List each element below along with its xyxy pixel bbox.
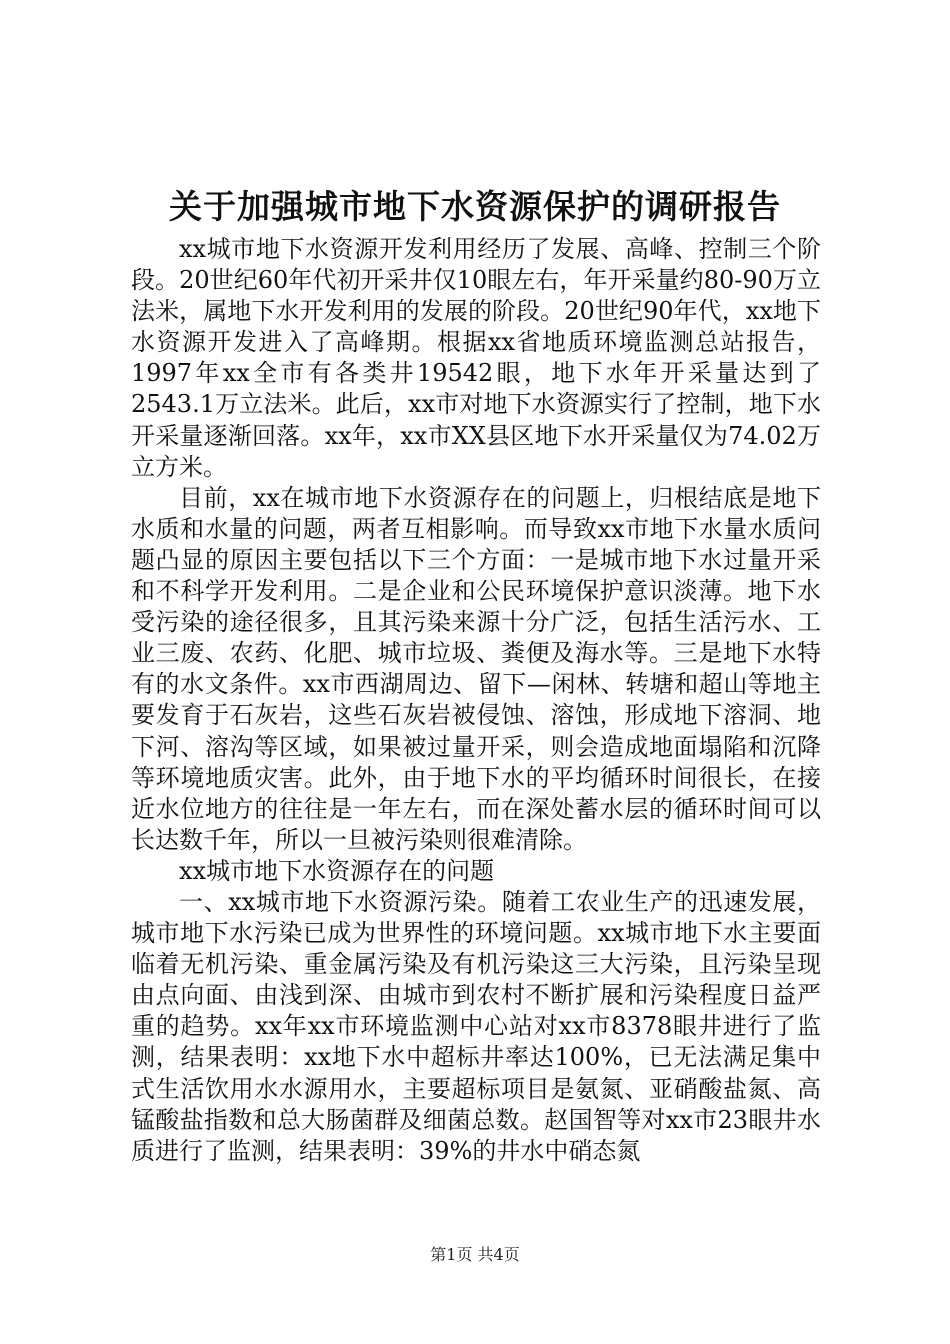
paragraph-pollution: 一、xx城市地下水资源污染。随着工农业生产的迅速发展，城市地下水污染已成为世界性的环境问题。xx城市地下水主要面临着无机污染、重金属污染及有机污染这三大污染，且污染呈现由点向面、由浅到深、由城市到农村不断扩展和污染程度日益严重的趋势。xx年xx市环境监测中心站对xx市8378眼井进行了监测，结果表明：xx地下水中超标井率达100%，已无法满足集中式生活饮用水水源用水，主要超标项目是氨氮、亚硝酸盐氮、高锰酸盐指数和总大肠菌群及细菌总数。赵国智等对xx市23眼井水质进行了监测，结果表明：39%的井水中硝态氮	[131, 887, 821, 1165]
section-heading: xx城市地下水资源存在的问题	[179, 856, 495, 885]
document-title: 关于加强城市地下水资源保护的调研报告	[169, 187, 781, 226]
paragraph-current-problems: 目前，xx在城市地下水资源存在的问题上，归根结底是地下水质和水量的问题，两者互相影响。而导致xx市地下水量水质问题凸显的原因主要包括以下三个方面：一是城市地下水过量开采和不科学开发利用。二是企业和公民环境保护意识淡薄。地下水受污染的途径很多，且其污染来源十分广泛，包括生活污水、工业三废、农药、化肥、城市垃圾、粪便及海水等。三是地下水特有的水文条件。xx市西湖周边、留下—闲林、转塘和超山等地主要发育于石灰岩，这些石灰岩被侵蚀、溶蚀，形成地下溶洞、地下河、溶沟等区域，如果被过量开采，则会造成地面塌陷和沉降等环境地质灾害。此外，由于地下水的平均循环时间很长，在接近水位地方的往往是一年左右，而在深处蓄水层的循环时间可以长达数千年，所以一旦被污染则很难清除。	[131, 483, 821, 854]
paragraph-development-stages: xx城市地下水资源开发利用经历了发展、高峰、控制三个阶段。20世纪60年代初开采井仅10眼左右，年开采量约80-90万立法米，属地下水开发利用的发展的阶段。20世纪90年代，xx地下水资源开发进入了高峰期。根据xx省地质环境监测总站报告，1997年xx全市有各类井19542眼，地下水年开采量达到了2543.1万立法米。此后，xx市对地下水资源实行了控制，地下水开采量逐渐回落。xx年，xx市XX县区地下水开采量仅为74.02万立方米。	[131, 235, 821, 481]
page-number-footer: 第1页 共4页	[430, 1245, 520, 1264]
document-body	[131, 234, 821, 1167]
